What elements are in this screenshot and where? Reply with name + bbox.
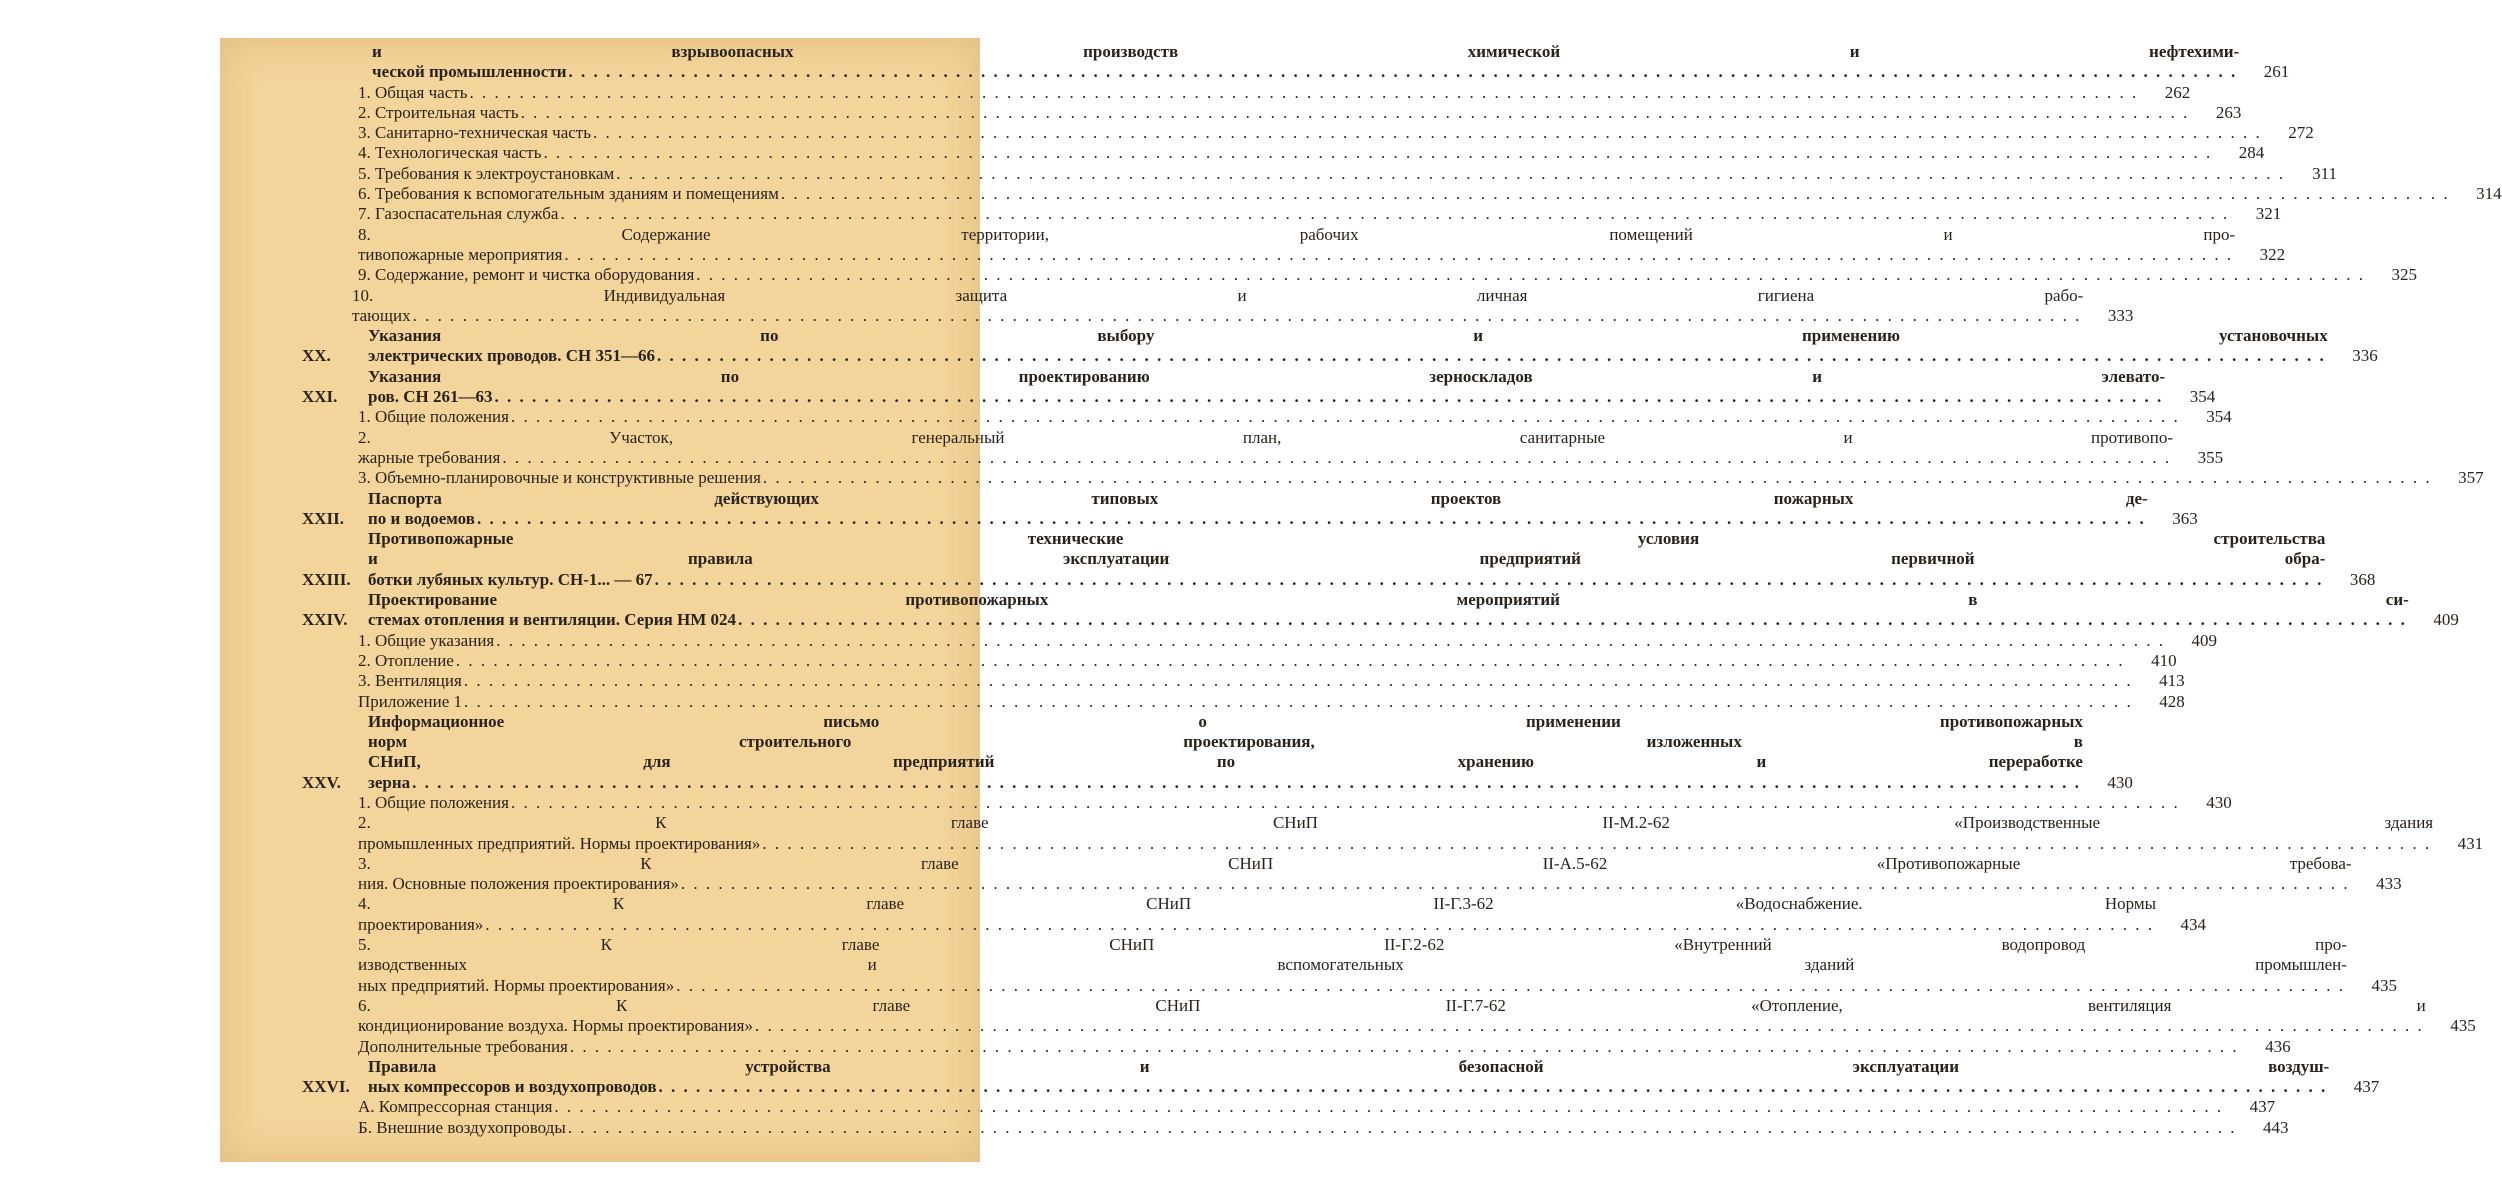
entry-title-line: 1. Общая часть xyxy=(358,82,468,102)
entry-title-line: Указания по проектированию зерноскладов и элевато- xyxy=(368,366,2166,386)
leader-dots xyxy=(568,1118,2237,1138)
page-number: 437 xyxy=(2249,1097,2276,1117)
section-number: XXVI. xyxy=(302,1077,350,1097)
entry-title-line: СНиП, для предприятий по хранению и переработке xyxy=(368,752,2083,772)
page-number: 368 xyxy=(2349,569,2376,589)
leader-dots xyxy=(485,915,2154,935)
leader-dots xyxy=(657,346,2326,366)
page-number: 322 xyxy=(2259,244,2286,264)
section-number: XXIII. xyxy=(302,569,351,589)
entry-title-line: 3. Объемно-планировочные и конструктивные решения xyxy=(358,468,761,488)
entry-title-line: Б. Внешние воздухопроводы xyxy=(358,1117,566,1137)
toc-entry xyxy=(302,163,2338,184)
leader-dots xyxy=(738,610,2407,630)
leader-dots xyxy=(762,834,2431,854)
toc-entry xyxy=(302,204,2282,224)
toc-entry xyxy=(302,42,2290,83)
page-number: 431 xyxy=(2457,833,2484,853)
table-of-contents xyxy=(302,42,2502,1138)
leader-dots xyxy=(569,62,2238,82)
entry-title-line: 7. Газоспасательная служба xyxy=(358,204,559,224)
leader-dots xyxy=(456,651,2125,671)
page-number: 336 xyxy=(2352,346,2378,366)
page-number: 354 xyxy=(2189,387,2216,407)
page-number: 435 xyxy=(2450,1016,2476,1036)
entry-title-line: 10. Индивидуальная защита и личная гигиена рабо- xyxy=(352,285,2084,305)
toc-entry xyxy=(302,366,2216,408)
page-number: 410 xyxy=(2151,650,2177,670)
entry-title-line: А. Компрессорная станция xyxy=(358,1097,553,1117)
section-number: XXIV. xyxy=(302,610,348,630)
leader-dots xyxy=(511,793,2180,813)
entry-title-line: промышленных предприятий. Нормы проектирования» xyxy=(358,833,761,853)
toc-entry xyxy=(302,630,2217,651)
entry-title-line: кондиционирование воздуха. Нормы проектирования» xyxy=(358,1016,753,1036)
entry-title-line: зерна xyxy=(368,772,411,792)
toc-entry xyxy=(302,427,2224,469)
leader-dots xyxy=(464,671,2133,691)
page-number: 437 xyxy=(2353,1077,2380,1097)
entry-title-line: стемах отопления и вентиляции. Серия НМ 024 xyxy=(368,610,737,630)
page-number: 443 xyxy=(2263,1117,2289,1137)
entry-title-line: 2. Участок, генеральный план, санитарные и противопо- xyxy=(358,427,2174,447)
page-number: 272 xyxy=(2288,123,2314,143)
page-number: 409 xyxy=(2433,610,2459,630)
leader-dots xyxy=(755,1016,2424,1036)
entry-title-line: по и водоемов xyxy=(368,508,475,528)
leader-dots xyxy=(496,631,2165,651)
entry-title-line: 1. Общие указания xyxy=(358,630,495,650)
entry-title-line: Паспорта действующих типовых проектов пожарных де- xyxy=(368,488,2148,508)
toc-entry xyxy=(302,1036,2291,1057)
leader-dots xyxy=(560,204,2229,224)
page-number: 357 xyxy=(2458,468,2484,488)
entry-title-line: изводственных и вспомогательных зданий промышлен- xyxy=(358,955,2347,975)
toc-entry xyxy=(302,711,2133,793)
leader-dots xyxy=(554,1097,2223,1117)
leader-dots xyxy=(763,468,2432,488)
page-number: 434 xyxy=(2180,914,2207,934)
entry-title-line: 3. Санитарно-техническая часть xyxy=(358,123,591,143)
entry-title-line: проектирования» xyxy=(358,914,484,934)
toc-entry xyxy=(302,326,2378,367)
toc-entry xyxy=(302,407,2232,427)
entry-title-line: ных предприятий. Нормы проектирования» xyxy=(358,975,675,995)
toc-entry xyxy=(302,853,2402,895)
toc-entry xyxy=(302,265,2418,285)
leader-dots xyxy=(564,245,2233,265)
entry-title-line: 8. Содержание территории, рабочих помещений и про- xyxy=(358,224,2236,244)
leader-dots xyxy=(593,123,2262,143)
entry-title-line: и взрывоопасных производств химической и нефтехими- xyxy=(372,42,2240,61)
toc-entry xyxy=(302,995,2476,1037)
entry-title-line: 3. К главе СНиП II-А.5-62 «Противопожарные требова- xyxy=(358,853,2352,873)
page-number: 321 xyxy=(2255,204,2282,224)
section-number: XXII. xyxy=(302,508,345,528)
entry-title-line: Правила устройства и безопасной эксплуатации воздуш- xyxy=(368,1056,2330,1076)
entry-title-line: Дополнительные требования xyxy=(358,1036,568,1056)
leader-dots xyxy=(616,164,2285,184)
page-number: 413 xyxy=(2159,671,2185,691)
toc-entry xyxy=(302,285,2134,327)
leader-dots xyxy=(544,143,2213,163)
toc-entry xyxy=(302,691,2185,712)
entry-title-line: 2. Отопление xyxy=(358,650,454,670)
page-number: 363 xyxy=(2172,508,2198,528)
entry-title-line: 1. Общие положения xyxy=(358,407,509,427)
leader-dots xyxy=(681,874,2350,894)
toc-entry xyxy=(302,1056,2380,1098)
entry-title-line: ных компрессоров и воздухопроводов xyxy=(368,1077,657,1097)
toc-entry xyxy=(302,1117,2289,1138)
entry-title-line: 6. К главе СНиП II-Г.7-62 «Отопление, вентиляция и xyxy=(358,995,2426,1015)
page-number: 428 xyxy=(2159,691,2185,711)
leader-dots xyxy=(655,570,2324,590)
toc-entry xyxy=(302,813,2484,854)
entry-title-line: 4. Технологическая часть xyxy=(358,143,542,163)
section-number: XXI. xyxy=(302,387,338,407)
toc-entry xyxy=(302,590,2459,631)
page-number: 409 xyxy=(2191,630,2217,650)
entry-title-line: 2. К главе СНиП II-М.2-62 «Производственные здания xyxy=(358,813,2434,833)
entry-title-line: 1. Общие положения xyxy=(358,792,509,812)
entry-title-line: норм строительного проектирования, изложенных в xyxy=(368,732,2083,752)
page-number: 311 xyxy=(2312,163,2338,183)
entry-title-line: 9. Содержание, ремонт и чистка оборудования xyxy=(358,265,695,285)
entry-title-line: электрических проводов. СН 351—66 xyxy=(368,346,655,366)
entry-title-line: Проектирование противопожарных мероприятий в си- xyxy=(368,590,2409,610)
toc-entry xyxy=(302,82,2191,103)
toc-entry xyxy=(302,650,2177,671)
toc-entry xyxy=(302,935,2397,996)
entry-title-line: 3. Вентиляция xyxy=(358,671,462,691)
toc-entry xyxy=(302,184,2502,204)
page-number: 354 xyxy=(2206,407,2232,427)
section-number: XX. xyxy=(302,346,331,366)
entry-title-line: и правила эксплуатации предприятий первичной обра- xyxy=(368,549,2326,569)
leader-dots xyxy=(521,103,2190,123)
toc-entry xyxy=(302,671,2185,691)
leader-dots xyxy=(494,387,2163,407)
leader-dots xyxy=(464,692,2133,712)
entry-title-line: тающих xyxy=(352,305,411,325)
leader-dots xyxy=(502,448,2171,468)
entry-title-line: тивопожарные мероприятия xyxy=(358,244,563,264)
entry-title-line: ров. СН 261—63 xyxy=(368,387,493,407)
leader-dots xyxy=(469,83,2138,103)
toc-entry xyxy=(302,529,2376,590)
leader-dots xyxy=(477,509,2146,529)
book-page xyxy=(220,38,2502,1162)
entry-title-line: ческой промышленности xyxy=(372,62,567,82)
toc-entry xyxy=(302,224,2286,266)
page-number: 436 xyxy=(2265,1036,2291,1056)
leader-dots xyxy=(412,773,2081,793)
page-number: 333 xyxy=(2107,305,2134,325)
leader-dots xyxy=(659,1077,2328,1097)
entry-title-line: 5. К главе СНиП II-Г.2-62 «Внутренний водопровод про- xyxy=(358,935,2347,955)
toc-entry xyxy=(302,1097,2276,1117)
page-number: 325 xyxy=(2391,265,2418,285)
toc-entry xyxy=(302,792,2232,813)
entry-title-line: Указания по выбору и применению установочных xyxy=(368,326,2328,346)
toc-entry xyxy=(302,488,2198,530)
entry-title-line: 2. Строительная часть xyxy=(358,102,519,122)
toc-entry xyxy=(302,468,2484,488)
page-number: 433 xyxy=(2376,874,2402,894)
page-number: 430 xyxy=(2107,772,2133,792)
toc-entry xyxy=(302,102,2242,123)
page-number: 430 xyxy=(2206,792,2232,812)
entry-title-line: Противопожарные технические условия строительства xyxy=(368,529,2326,549)
entry-title-line: Приложение 1 xyxy=(358,691,462,711)
leader-dots xyxy=(781,184,2450,204)
entry-title-line: ния. Основные положения проектирования» xyxy=(358,874,679,894)
entry-title-line: ботки лубяных культур. СН-1... — 67 xyxy=(368,569,653,589)
page-number: 262 xyxy=(2164,82,2191,102)
leader-dots xyxy=(676,976,2345,996)
leader-dots xyxy=(413,306,2082,326)
entry-title-line: жарные требования xyxy=(358,447,501,467)
page-number: 435 xyxy=(2371,975,2397,995)
entry-title-line: 6. Требования к вспомогательным зданиям и помещениям xyxy=(358,184,779,204)
leader-dots xyxy=(511,407,2180,427)
section-number: XXV. xyxy=(302,772,341,792)
leader-dots xyxy=(570,1037,2239,1057)
leader-dots xyxy=(696,265,2365,285)
toc-entry xyxy=(302,894,2207,935)
page-number: 284 xyxy=(2238,143,2265,163)
entry-title-line: Информационное письмо о применении противопожарных xyxy=(368,711,2083,731)
page-number: 314 xyxy=(2476,184,2502,204)
entry-title-line: 5. Требования к электроустановкам xyxy=(358,163,615,183)
page-number: 261 xyxy=(2263,62,2290,82)
toc-entry xyxy=(302,123,2314,143)
toc-entry xyxy=(302,143,2265,163)
page-number: 355 xyxy=(2197,447,2224,467)
entry-title-line: 4. К главе СНиП II-Г.3-62 «Водоснабжение. Нормы xyxy=(358,894,2157,914)
page-number: 263 xyxy=(2215,102,2242,122)
